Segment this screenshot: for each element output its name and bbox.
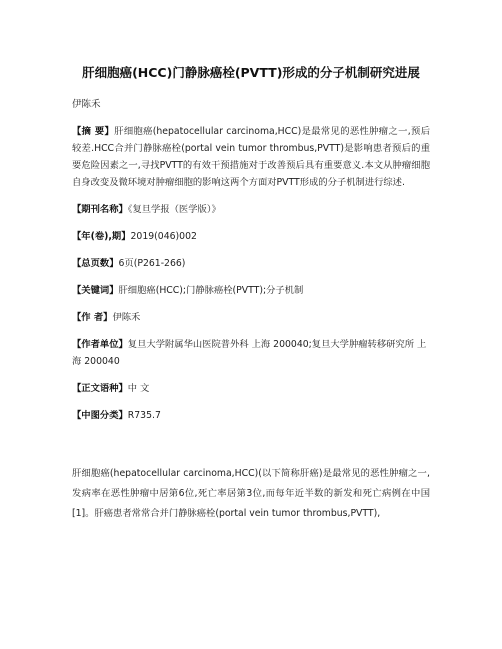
field-label: 【期刊名称】: [72, 204, 128, 215]
field-value: R735.7: [127, 410, 161, 421]
field-journal: [72, 201, 430, 218]
field-value: 伊陈禾: [112, 312, 141, 323]
author-name: 伊陈禾: [72, 99, 101, 110]
field-affiliation: [72, 336, 430, 370]
field-label: 【作者单位】: [72, 339, 128, 350]
field-volume-issue: [72, 228, 430, 245]
field-label: 【年(卷),期】: [72, 231, 131, 242]
field-value: 《复旦学报（医学版）》: [127, 204, 221, 215]
field-label: 【总页数】: [72, 258, 119, 269]
abstract-section: [72, 123, 430, 191]
field-label: 【中图分类】: [72, 410, 128, 421]
body-paragraph: 肝细胞癌(hepatocellular carcinoma,HCC)(以下简称肝癌)是最常见的恶性肿瘤之一,发病率在恶性肿瘤中居第6位,死亡率居第3位,而每年近半数的新发和死亡病例在中国[1]。肝癌患者常常合并门静脉癌栓(portal vein tumor thrombus,PVTT),: [72, 468, 430, 519]
abstract-text: 肝细胞癌(hepatocellular carcinoma,HCC)是最常见的恶性肿瘤之一,预后较差.HCC合并门静脉癌栓(portal vein tumor thrombus,PVTT)是影响患者预后的重要危险因素之一,寻找PVTT的有效干预措施对于改善预后具有重要意义.本文从肿瘤细胞自身改变及微环境对肿瘤细胞的影响这两个方面对PVTT形成的分子机制进行综述.: [72, 126, 430, 188]
abstract-label: 【摘 要】: [72, 126, 115, 137]
field-value: 复旦大学附属华山医院普外科 上海 200040;复旦大学肿瘤转移研究所 上海 200040: [72, 339, 427, 367]
field-label: 【正文语种】: [72, 383, 128, 394]
field-value: 6页(P261-266): [118, 258, 186, 269]
field-keywords: [72, 282, 430, 299]
field-label: 【关键词】: [72, 285, 119, 296]
field-value: 2019(046)002: [130, 231, 197, 242]
field-classification: [72, 407, 430, 424]
field-author: [72, 309, 430, 326]
field-page-count: [72, 255, 430, 272]
field-language: [72, 380, 430, 397]
field-value: 肝细胞癌(HCC);门静脉癌栓(PVTT);分子机制: [118, 285, 304, 296]
field-label: 【作 者】: [72, 312, 113, 323]
field-value: 中 文: [127, 383, 150, 394]
document-title: 肝细胞癌(HCC)门静脉癌栓(PVTT)形成的分子机制研究进展: [82, 65, 420, 80]
